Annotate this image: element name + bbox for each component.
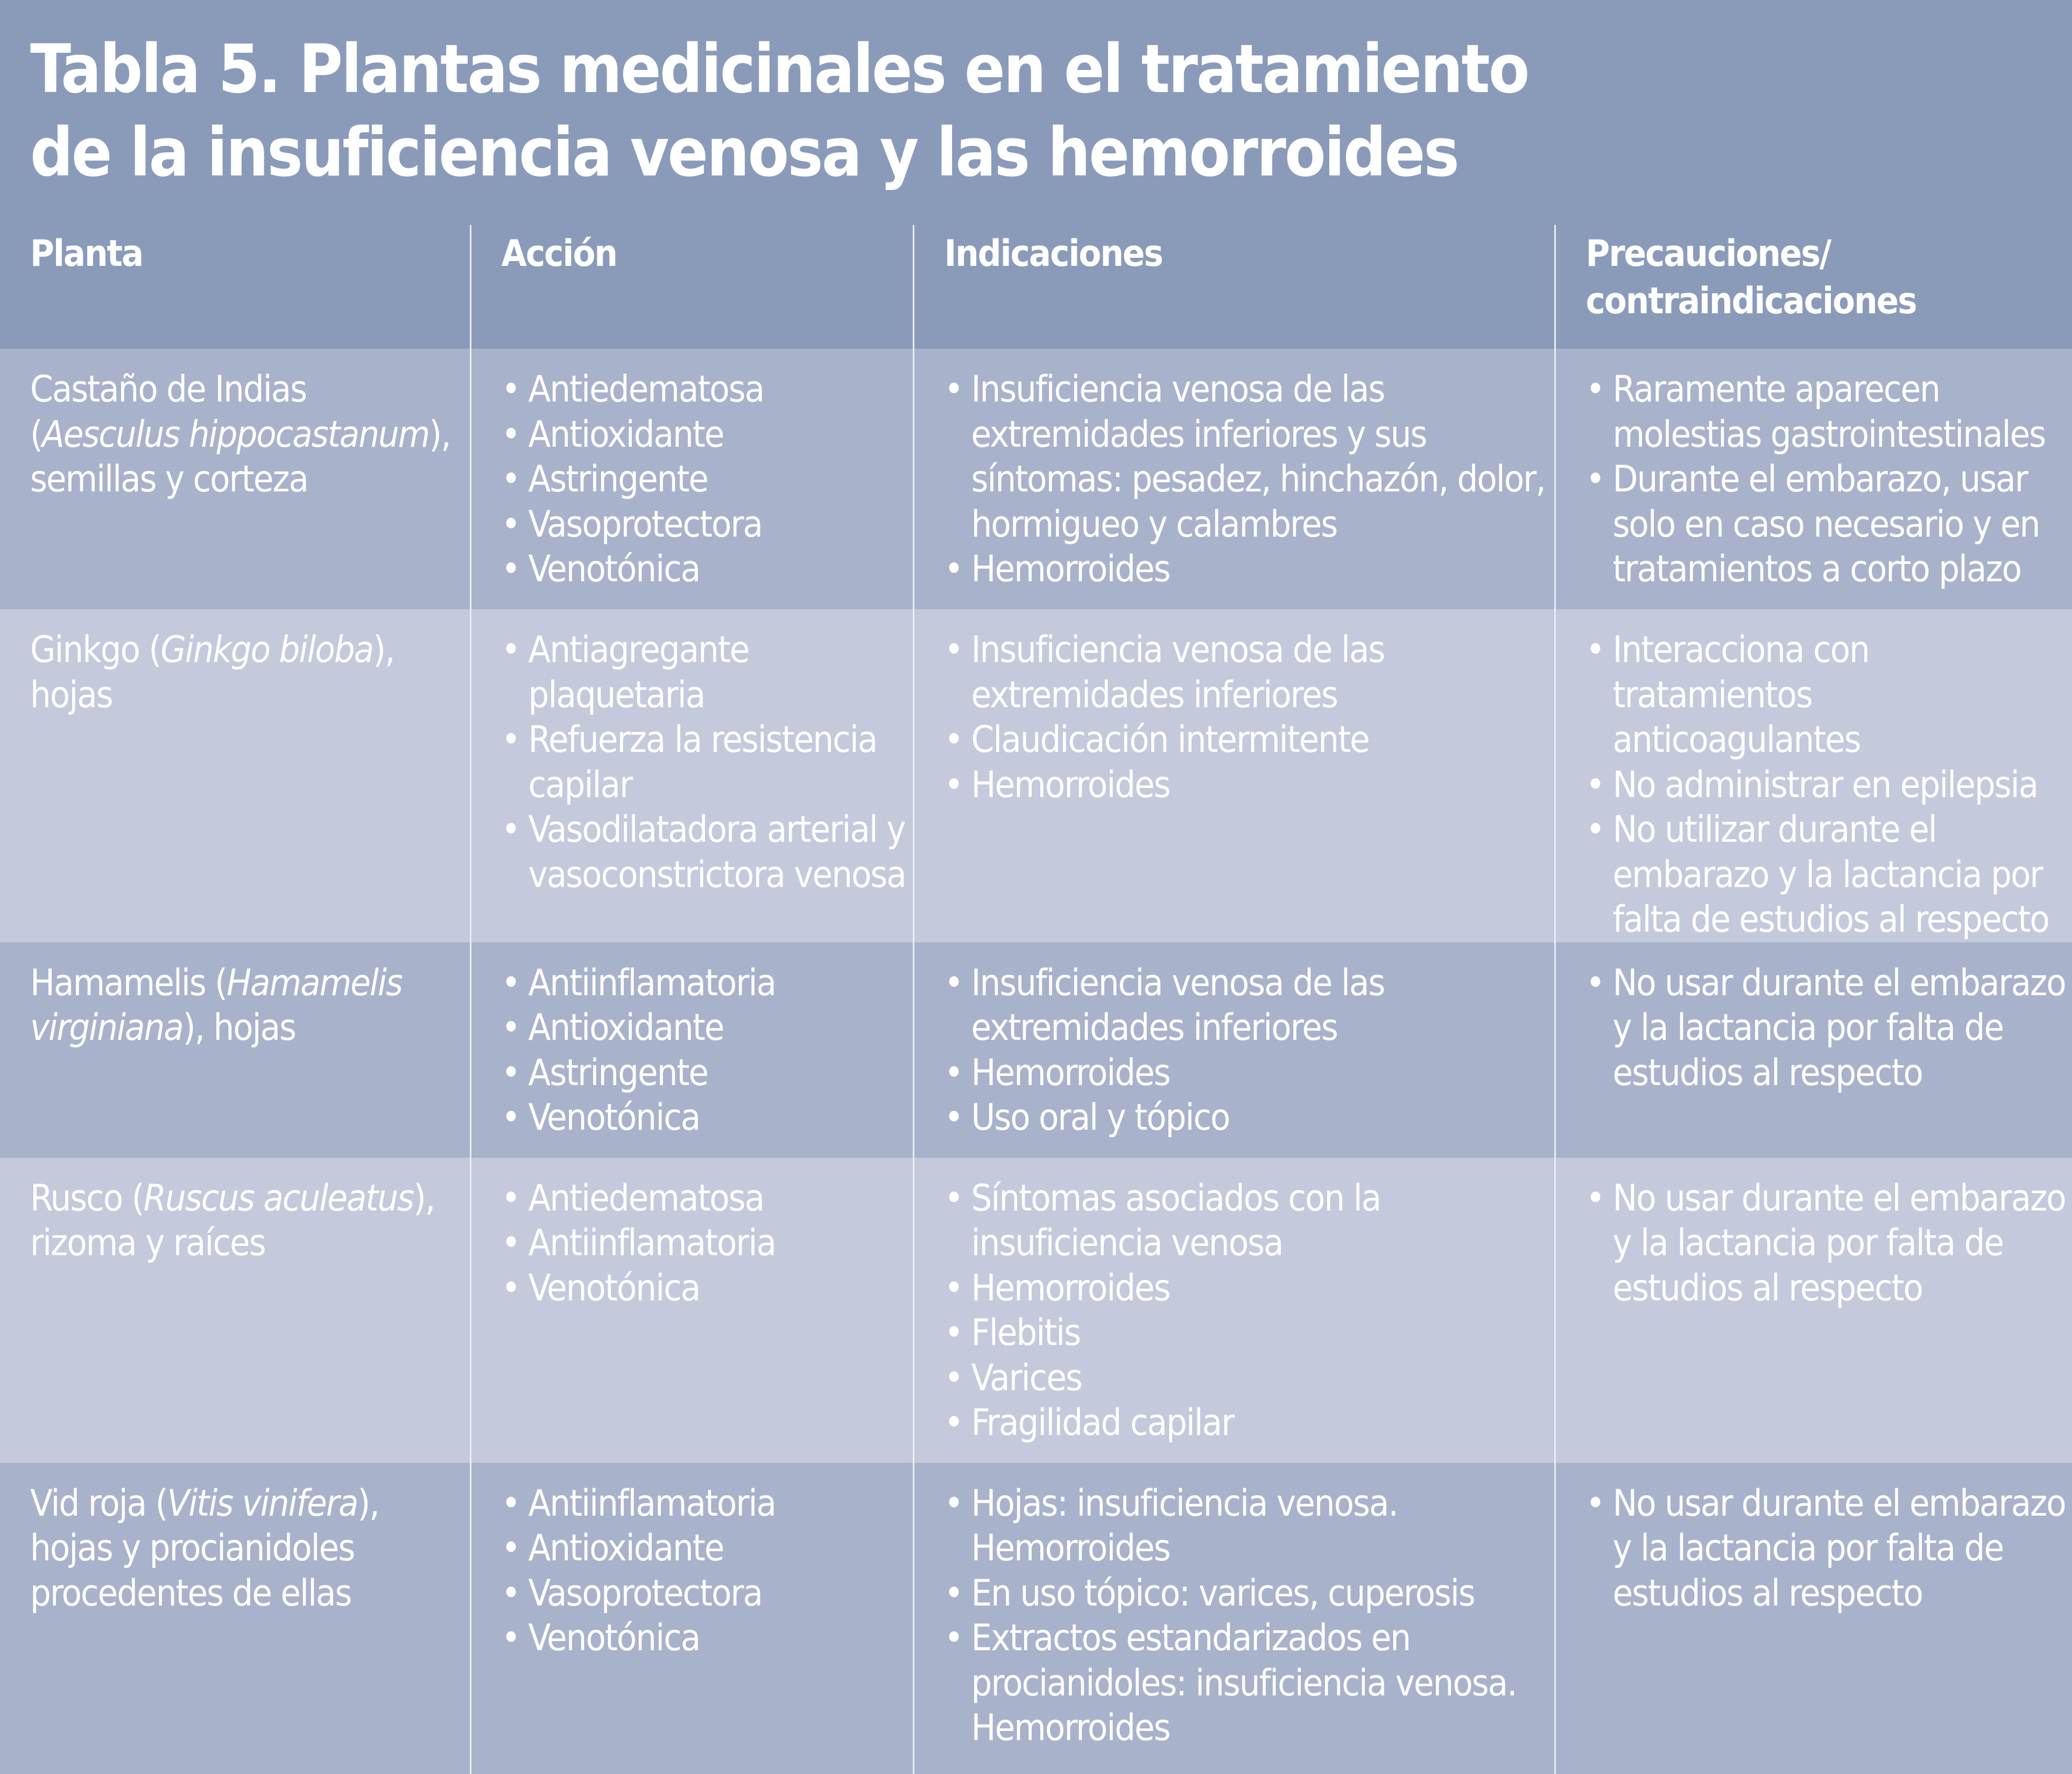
table-title: [30, 28, 2021, 195]
table-header-row: [0, 225, 2072, 349]
cell-indicaciones-list: [945, 367, 1549, 592]
list-item: • No utilizar durante el embarazo y la lactancia por falta de estudios al respecto: [1586, 807, 2067, 942]
list-item: • Insuficiencia venosa de las extremidades inferiores y sus síntomas: pesadez, hinchazón, dolor, hormigueo y calambres: [945, 367, 1549, 547]
cell-indicaciones-list: [945, 1176, 1549, 1446]
list-item: • Interacciona con tratamientos anticoagulantes: [1586, 628, 2067, 763]
list-item: • Flebitis: [945, 1311, 1549, 1356]
list-item: • Antiinflamatoria: [502, 1221, 907, 1266]
header-indicaciones: Indicaciones: [913, 225, 1555, 349]
list-item: • Síntomas asociados con la insuficiencia venosa: [945, 1176, 1549, 1266]
header-accion: Acción: [470, 225, 913, 349]
cell-planta: [0, 1463, 470, 1774]
table-title-line-2: de la insuficiencia venosa y las hemorroides: [30, 114, 1458, 192]
list-item: • Venotónica: [502, 1266, 907, 1311]
list-item: • Antiedematosa: [502, 367, 907, 412]
cell-indicaciones: [913, 1463, 1555, 1774]
list-item: • Venotónica: [502, 1095, 907, 1141]
table-body: [0, 349, 2072, 1774]
cell-accion-list: [502, 1176, 907, 1311]
cell-planta: [0, 942, 470, 1158]
cell-indicaciones-list: [945, 961, 1549, 1141]
list-item: • Raramente aparecen molestias gastrointestinales: [1586, 367, 2067, 457]
cell-precauciones: [1555, 942, 2072, 1158]
plant-name: Rusco (: [30, 1177, 144, 1220]
list-item: • Astringente: [502, 1051, 907, 1096]
list-item: • Antiedematosa: [502, 1176, 907, 1221]
list-item: • Vasodilatadora arterial y vasoconstrictora venosa: [502, 807, 907, 897]
list-item: • Insuficiencia venosa de las extremidades inferiores: [945, 628, 1549, 717]
plant-name: Castaño de Indias (: [30, 368, 307, 456]
cell-indicaciones-list: [945, 1481, 1549, 1751]
cell-precauciones-list: [1586, 1481, 2067, 1616]
list-item: • Claudicación intermitente: [945, 717, 1549, 763]
list-item: • Antioxidante: [502, 412, 907, 457]
table-row: [0, 942, 2072, 1158]
list-item: • Uso oral y tópico: [945, 1095, 1549, 1141]
cell-precauciones-list: [1586, 961, 2067, 1096]
list-item: • Hojas: insuficiencia venosa. Hemorroides: [945, 1481, 1549, 1571]
cell-accion: [470, 1463, 913, 1774]
list-item: • Antiagregante plaquetaria: [502, 628, 907, 717]
list-item: • Hemorroides: [945, 1266, 1549, 1311]
list-item: • Hemorroides: [945, 763, 1549, 808]
table-row: [0, 609, 2072, 942]
list-item: • Antioxidante: [502, 1526, 907, 1571]
cell-precauciones: [1555, 349, 2072, 609]
plant-scientific-name: Hamamelis virginiana: [30, 961, 402, 1049]
plant-scientific-name: Ginkgo biloba: [160, 629, 373, 671]
list-item: • Vasoprotectora: [502, 1571, 907, 1616]
plant-part: ), hojas: [30, 629, 394, 716]
plant-scientific-name: Vitis vinifera: [167, 1482, 358, 1525]
list-item: • Insuficiencia venosa de las extremidades inferiores: [945, 961, 1549, 1051]
cell-accion-list: [502, 1481, 907, 1661]
list-item: • Hemorroides: [945, 1051, 1549, 1096]
plant-part: ), hojas y procianidoles procedentes de ellas: [30, 1482, 379, 1615]
cell-accion: [470, 609, 913, 942]
cell-accion-list: [502, 367, 907, 592]
cell-planta: [0, 349, 470, 609]
plant-part: ), hojas: [182, 1006, 296, 1049]
cell-planta: [0, 1158, 470, 1463]
cell-precauciones-list: [1586, 1176, 2067, 1311]
list-item: • No usar durante el embarazo y la lactancia por falta de estudios al respecto: [1586, 1481, 2067, 1616]
plants-table: [0, 225, 2072, 1774]
list-item: • Venotónica: [502, 547, 907, 592]
header-planta: Planta: [0, 225, 470, 349]
list-item: • Durante el embarazo, usar solo en caso necesario y en tratamientos a corto plazo: [1586, 457, 2067, 592]
list-item: • Extractos estandarizados en procianidoles: insuficiencia venosa. Hemorroides: [945, 1616, 1549, 1751]
cell-indicaciones: [913, 1158, 1555, 1463]
cell-precauciones: [1555, 1158, 2072, 1463]
cell-accion: [470, 1158, 913, 1463]
cell-precauciones: [1555, 609, 2072, 942]
cell-precauciones-list: [1586, 628, 2067, 942]
table-title-line-1: Tabla 5. Plantas medicinales en el tratamiento: [30, 31, 1528, 108]
header-precauciones: Precauciones/ contraindicaciones: [1555, 225, 2072, 349]
plant-part: ), semillas y corteza: [30, 413, 450, 501]
cell-indicaciones-list: [945, 628, 1549, 807]
cell-indicaciones: [913, 349, 1555, 609]
table-row: [0, 1158, 2072, 1463]
list-item: • Hemorroides: [945, 547, 1549, 592]
list-item: • Refuerza la resistencia capilar: [502, 717, 907, 807]
table-row: [0, 1463, 2072, 1774]
table-row: [0, 349, 2072, 609]
list-item: • Astringente: [502, 457, 907, 502]
plant-scientific-name: Aesculus hippocastanum: [41, 413, 429, 456]
cell-precauciones-list: [1586, 367, 2067, 592]
list-item: • No administrar en epilepsia: [1586, 763, 2067, 808]
cell-indicaciones: [913, 942, 1555, 1158]
cell-accion: [470, 942, 913, 1158]
cell-accion-list: [502, 961, 907, 1141]
list-item: • Venotónica: [502, 1616, 907, 1661]
list-item: • No usar durante el embarazo y la lactancia por falta de estudios al respecto: [1586, 1176, 2067, 1311]
list-item: • Antiinflamatoria: [502, 1481, 907, 1526]
plant-name: Ginkgo (: [30, 629, 161, 671]
plant-name: Hamamelis (: [30, 961, 227, 1004]
cell-accion: [470, 349, 913, 609]
cell-accion-list: [502, 628, 907, 897]
list-item: • Antiinflamatoria: [502, 961, 907, 1006]
plant-scientific-name: Ruscus aculeatus: [143, 1177, 413, 1220]
list-item: • No usar durante el embarazo y la lactancia por falta de estudios al respecto: [1586, 961, 2067, 1096]
list-item: • En uso tópico: varices, cuperosis: [945, 1571, 1549, 1616]
plant-name: Vid roja (: [30, 1482, 167, 1525]
cell-precauciones: [1555, 1463, 2072, 1774]
list-item: • Varices: [945, 1356, 1549, 1401]
list-item: • Fragilidad capilar: [945, 1400, 1549, 1446]
cell-indicaciones: [913, 609, 1555, 942]
cell-planta: [0, 609, 470, 942]
plant-part: ), rizoma y raíces: [30, 1177, 435, 1264]
list-item: • Vasoprotectora: [502, 502, 907, 547]
list-item: • Antioxidante: [502, 1005, 907, 1051]
